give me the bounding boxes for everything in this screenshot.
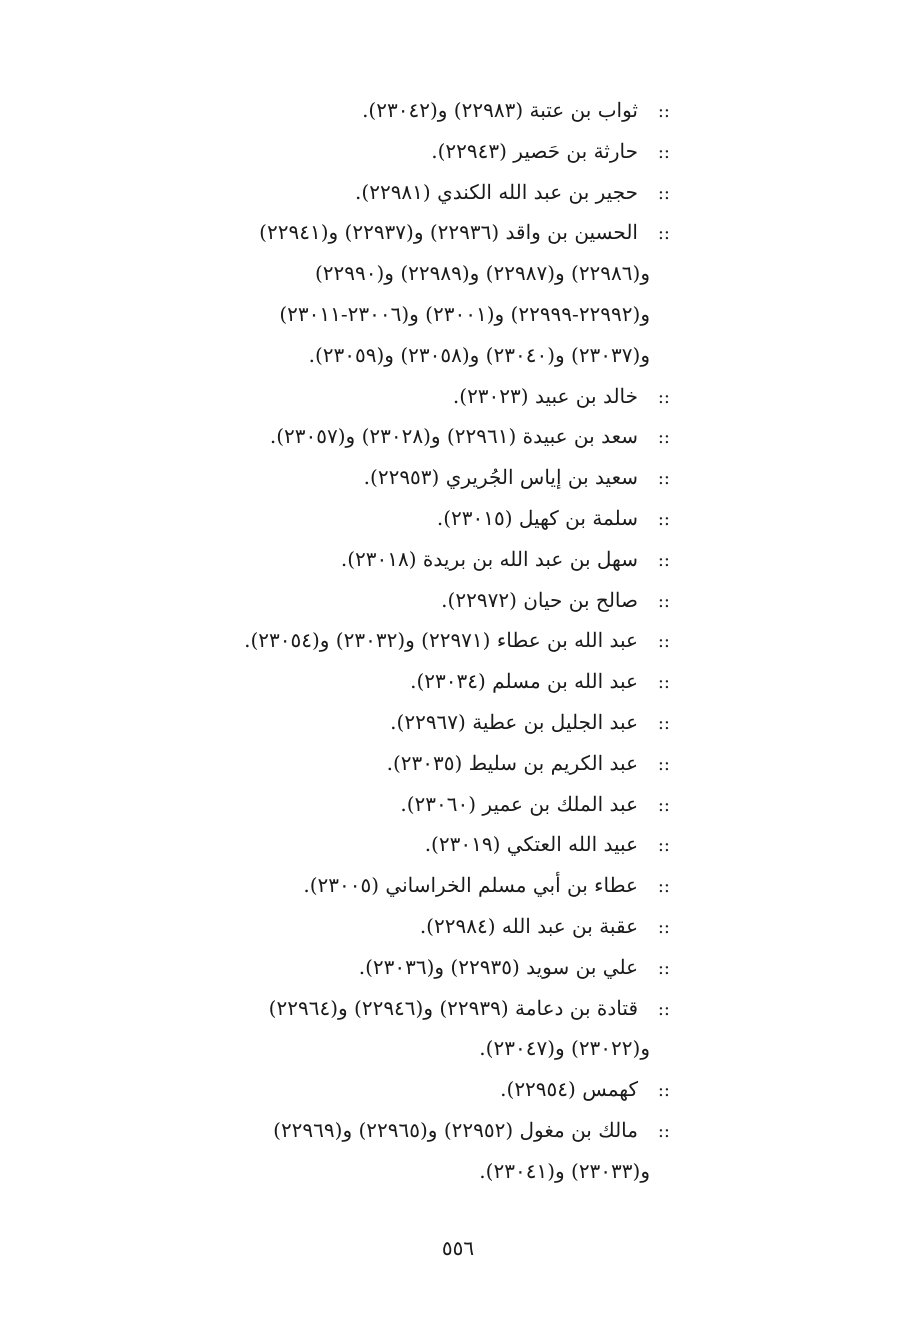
entry-first-line — [90, 1069, 670, 1110]
entry-text: سعيد بن إياس الجُريري (٢٢٩٥٣). — [363, 465, 638, 490]
index-entry — [90, 131, 670, 172]
entry-first-line — [90, 784, 670, 825]
entry-text: علي بن سويد (٢٢٩٣٥) و(٢٣٠٣٦). — [358, 954, 638, 979]
index-entry — [90, 212, 670, 375]
entry-first-line — [90, 457, 670, 498]
entry-marker: :: — [657, 549, 670, 571]
entry-first-line — [90, 824, 670, 865]
index-entry — [90, 702, 670, 743]
index-entry — [90, 539, 670, 580]
entry-text: و(٢٢٩٩٢-٢٢٩٩٩) و(٢٣٠٠١) و(٢٣٠٠٦-٢٣٠١١) — [279, 301, 650, 326]
entry-first-line — [90, 539, 670, 580]
entry-first-line — [90, 1110, 670, 1151]
entry-text: صالح بن حيان (٢٢٩٧٢). — [441, 587, 638, 612]
entry-text: و(٢٣٠٣٧) و(٢٣٠٤٠) و(٢٣٠٥٨) و(٢٣٠٥٩). — [308, 342, 650, 367]
page-number: ٥٥٦ — [441, 1236, 475, 1260]
entry-first-line — [90, 172, 670, 213]
entry-first-line — [90, 988, 670, 1029]
entry-marker: :: — [657, 1120, 670, 1142]
entry-text: سلمة بن كهيل (٢٣٠١٥). — [436, 505, 638, 530]
entry-first-line — [90, 865, 670, 906]
entry-first-line — [90, 743, 670, 784]
index-entry — [90, 661, 670, 702]
entry-first-line — [90, 376, 670, 417]
index-entry — [90, 784, 670, 825]
index-entry — [90, 947, 670, 988]
entry-text: و(٢٣٠٢٢) و(٢٣٠٤٧). — [479, 1036, 650, 1061]
entry-marker: :: — [657, 101, 670, 122]
index-entry — [90, 580, 670, 621]
entry-marker: :: — [657, 386, 670, 408]
entry-marker: :: — [657, 998, 670, 1020]
entry-continuation-line — [90, 1151, 650, 1192]
entry-continuation-line — [90, 335, 650, 376]
entry-marker: :: — [657, 876, 670, 898]
index-entry — [90, 376, 670, 417]
entry-text: عطاء بن أبي مسلم الخراساني (٢٣٠٠٥). — [303, 873, 638, 898]
entry-marker: :: — [657, 427, 670, 449]
entry-first-line — [90, 580, 670, 621]
entry-text: عبد الله بن عطاء (٢٢٩٧١) و(٢٣٠٣٢) و(٢٣٠٥٤). — [244, 628, 638, 653]
entry-marker: :: — [657, 712, 670, 734]
entry-marker: :: — [657, 835, 670, 857]
entry-first-line — [90, 416, 670, 457]
entry-first-line — [90, 212, 670, 253]
entry-text: كهمس (٢٢٩٥٤). — [500, 1077, 638, 1102]
index-entry — [90, 743, 670, 784]
entry-marker: :: — [657, 916, 670, 938]
entry-text: و(٢٢٩٨٦) و(٢٢٩٨٧) و(٢٢٩٨٩) و(٢٢٩٩٠) — [314, 261, 650, 286]
index-entry — [90, 457, 670, 498]
entry-text: حجير بن عبد الله الكندي (٢٢٩٨١). — [355, 179, 638, 204]
entry-text: الحسين بن واقد (٢٢٩٣٦) و(٢٢٩٣٧) و(٢٢٩٤١) — [259, 220, 638, 245]
entry-first-line — [90, 661, 670, 702]
entry-text: عبيد الله العتكي (٢٣٠١٩). — [424, 832, 638, 857]
entry-text: عبد الجليل بن عطية (٢٢٩٦٧). — [390, 709, 638, 734]
entry-text: سهل بن عبد الله بن بريدة (٢٣٠١٨). — [340, 546, 638, 571]
entry-continuation-line — [90, 1028, 650, 1069]
entry-text: حارثة بن حَصير (٢٢٩٤٣). — [431, 138, 638, 163]
entry-text: و(٢٣٠٣٣) و(٢٣٠٤١). — [479, 1158, 650, 1183]
entry-marker: :: — [657, 753, 670, 775]
index-entry — [90, 988, 670, 1070]
entry-marker: :: — [657, 468, 670, 490]
entry-first-line — [90, 498, 670, 539]
entry-marker: :: — [657, 631, 670, 653]
entry-text: عبد الكريم بن سليط (٢٣٠٣٥). — [386, 750, 638, 775]
entry-text: عبد الله بن مسلم (٢٣٠٣٤). — [410, 669, 638, 694]
entry-marker: :: — [657, 182, 670, 204]
narrator-index-list — [90, 90, 670, 1192]
index-entry — [90, 906, 670, 947]
entry-marker: :: — [657, 794, 670, 816]
entry-first-line — [90, 131, 670, 172]
entry-first-line — [90, 620, 670, 661]
index-entry — [90, 172, 670, 213]
entry-marker: :: — [657, 508, 670, 530]
entry-marker: :: — [657, 223, 670, 245]
entry-first-line — [90, 906, 670, 947]
index-entry — [90, 1069, 670, 1110]
index-entry — [90, 1110, 670, 1192]
entry-first-line — [90, 947, 670, 988]
entry-marker: :: — [657, 141, 670, 163]
entry-continuation-line — [90, 253, 650, 294]
entry-text: خالد بن عبيد (٢٣٠٢٣). — [452, 383, 638, 408]
index-entry — [90, 416, 670, 457]
entry-first-line — [90, 702, 670, 743]
index-entry — [90, 824, 670, 865]
index-entry — [90, 498, 670, 539]
entry-marker: :: — [657, 672, 670, 694]
entry-marker: :: — [657, 957, 670, 979]
index-entry — [90, 90, 670, 131]
entry-text: سعد بن عبيدة (٢٢٩٦١) و(٢٣٠٢٨) و(٢٣٠٥٧). — [269, 424, 638, 449]
index-entry — [90, 865, 670, 906]
entry-first-line — [90, 90, 670, 131]
entry-marker: :: — [657, 590, 670, 612]
entry-text: مالك بن مغول (٢٢٩٥٢) و(٢٢٩٦٥) و(٢٢٩٦٩) — [273, 1117, 638, 1142]
entry-text: قتادة بن دعامة (٢٢٩٣٩) و(٢٢٩٤٦) و(٢٢٩٦٤) — [268, 995, 638, 1020]
entry-continuation-line — [90, 294, 650, 335]
entry-text: ثواب بن عتبة (٢٢٩٨٣) و(٢٣٠٤٢). — [362, 98, 638, 122]
entry-marker: :: — [657, 1080, 670, 1102]
entry-text: عبد الملك بن عمير (٢٣٠٦٠). — [400, 791, 638, 816]
entry-text: عقبة بن عبد الله (٢٢٩٨٤). — [419, 913, 638, 938]
index-entry — [90, 620, 670, 661]
